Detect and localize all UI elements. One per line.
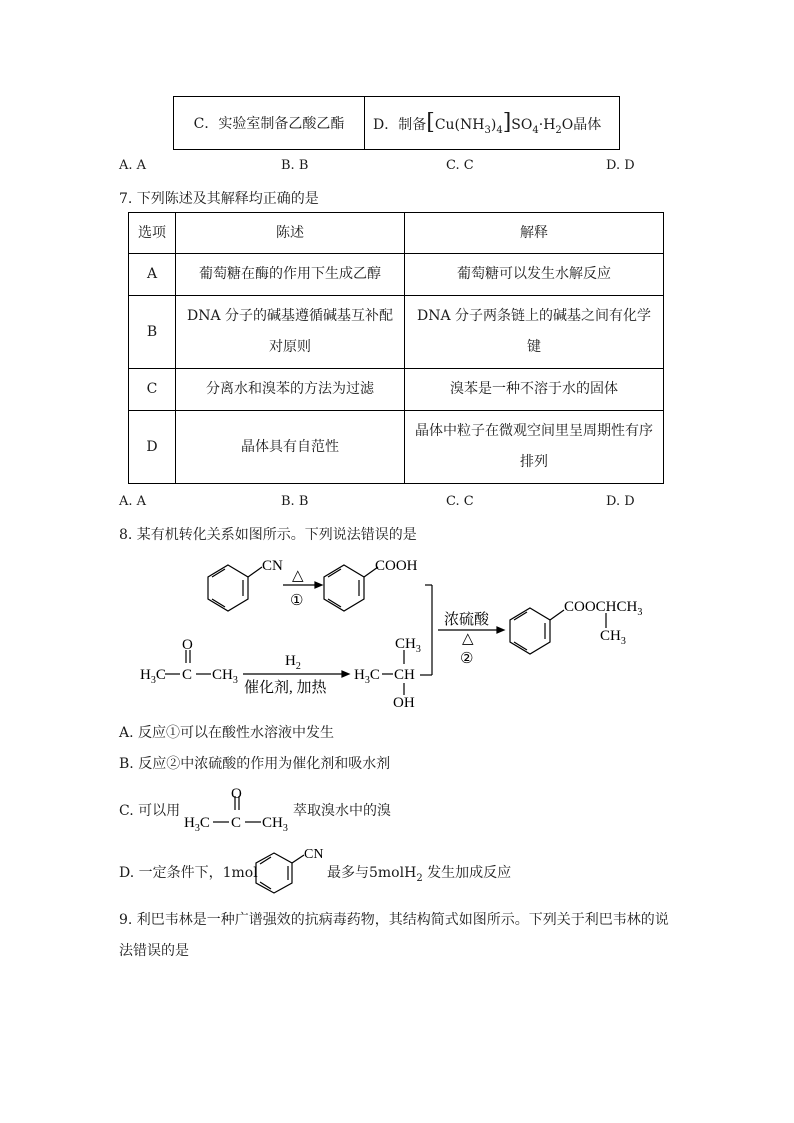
q7-option-a[interactable]: A. A: [119, 494, 147, 509]
benzene-ring-ester: [510, 608, 550, 654]
q7-option-b[interactable]: B. B: [281, 494, 309, 509]
svg-text:CH3: $CH_3$: [262, 815, 288, 834]
acetone-structure-c: [180, 784, 295, 836]
acetone-c-label: C: [182, 667, 193, 683]
q8-option-d[interactable]: D. 一定条件下，1mol: [119, 865, 258, 881]
svg-text:H3C: $H_3C$: [184, 815, 210, 834]
step1-label: ①: [290, 593, 304, 609]
q6-option-c[interactable]: C. C: [446, 158, 474, 173]
q9-stem-line2: 法错误的是: [119, 943, 189, 959]
step2-label: ②: [460, 651, 474, 667]
alcohol-h3c-label: $H_3C$: [354, 667, 380, 686]
h2-label: $H_2$: [285, 653, 301, 672]
svg-text:C: C: [231, 815, 242, 831]
q6-cell-d: D．制备$[Cu(NH_3)_4]SO_4\cdot H_2O$晶体: [365, 97, 620, 150]
cn-label-1: CN: [262, 558, 283, 574]
alcohol-oh-label: OH: [393, 695, 415, 711]
alcohol-ch-label: CH: [394, 667, 415, 683]
q8-option-c[interactable]: C. 可以用: [119, 803, 181, 819]
q6-cell-c: C．实验室制备乙酸乙酯: [174, 97, 365, 150]
q8-option-b[interactable]: B. 反应②中浓硫酸的作用为催化剂和吸水剂: [119, 756, 391, 772]
q6-option-b[interactable]: B. B: [281, 158, 309, 173]
q7-header-explanation: 解释: [405, 213, 664, 254]
q7-header-statement: 陈述: [176, 213, 405, 254]
ester-ch3-label: $CH_3$: [600, 628, 626, 647]
q9-stem-line1: 9. 利巴韦林是一种广谱强效的抗病毒药物，其结构简式如图所示。下列关于利巴韦林的说: [119, 912, 669, 928]
svg-text:O: O: [231, 786, 242, 802]
acetone-h3c-label: $H_3C$: [140, 667, 166, 686]
conc-acid-label: 浓硫酸: [444, 612, 490, 628]
q7-option-d[interactable]: D. D: [606, 494, 635, 509]
ester-label: $COOCHCH_3$: [564, 599, 643, 618]
acetone-o-label: O: [182, 637, 193, 653]
table-row: A 葡萄糖在酶的作用下生成乙醇 葡萄糖可以发生水解反应: [129, 254, 664, 296]
q6-option-d[interactable]: D. D: [606, 158, 635, 173]
q7-option-c[interactable]: C. C: [446, 494, 474, 509]
acetone-ch3-label: $CH_3$: [212, 667, 238, 686]
catalyst-label: 催化剂, 加热: [244, 680, 327, 696]
svg-text:CN: CN: [304, 847, 324, 862]
benzene-ring-benzonitrile: [208, 565, 248, 611]
table-row: C 分离水和溴苯的方法为过滤 溴苯是一种不溶于水的固体: [129, 369, 664, 411]
q8-option-d-suffix: 最多与5molH$_2$ 发生加成反应: [327, 865, 512, 884]
table-row: D 晶体具有自范性 晶体中粒子在微观空间里呈周期性有序排列: [129, 411, 664, 484]
q8-option-a[interactable]: A. 反应①可以在酸性水溶液中发生: [119, 725, 335, 741]
q7-stem: 7. 下列陈述及其解释均正确的是: [119, 191, 319, 207]
q6-option-a[interactable]: A. A: [119, 158, 147, 173]
q8-option-c-suffix: 萃取溴水中的溴: [293, 803, 391, 819]
alcohol-ch3-label: $CH_3$: [395, 636, 421, 655]
benzonitrile-structure-d: [254, 845, 326, 895]
q8-stem: 8. 某有机转化关系如图所示。下列说法错误的是: [119, 527, 417, 543]
table-row: B DNA 分子的碱基遵循碱基互补配对原则 DNA 分子两条链上的碱基之间有化学键: [129, 296, 664, 369]
benzene-ring-benzoic-acid: [324, 565, 364, 611]
cooh-label: COOH: [375, 558, 418, 574]
heat-label-1: △: [292, 568, 304, 584]
q7-header-option: 选项: [129, 213, 176, 254]
heat-label-2: △: [462, 631, 474, 647]
